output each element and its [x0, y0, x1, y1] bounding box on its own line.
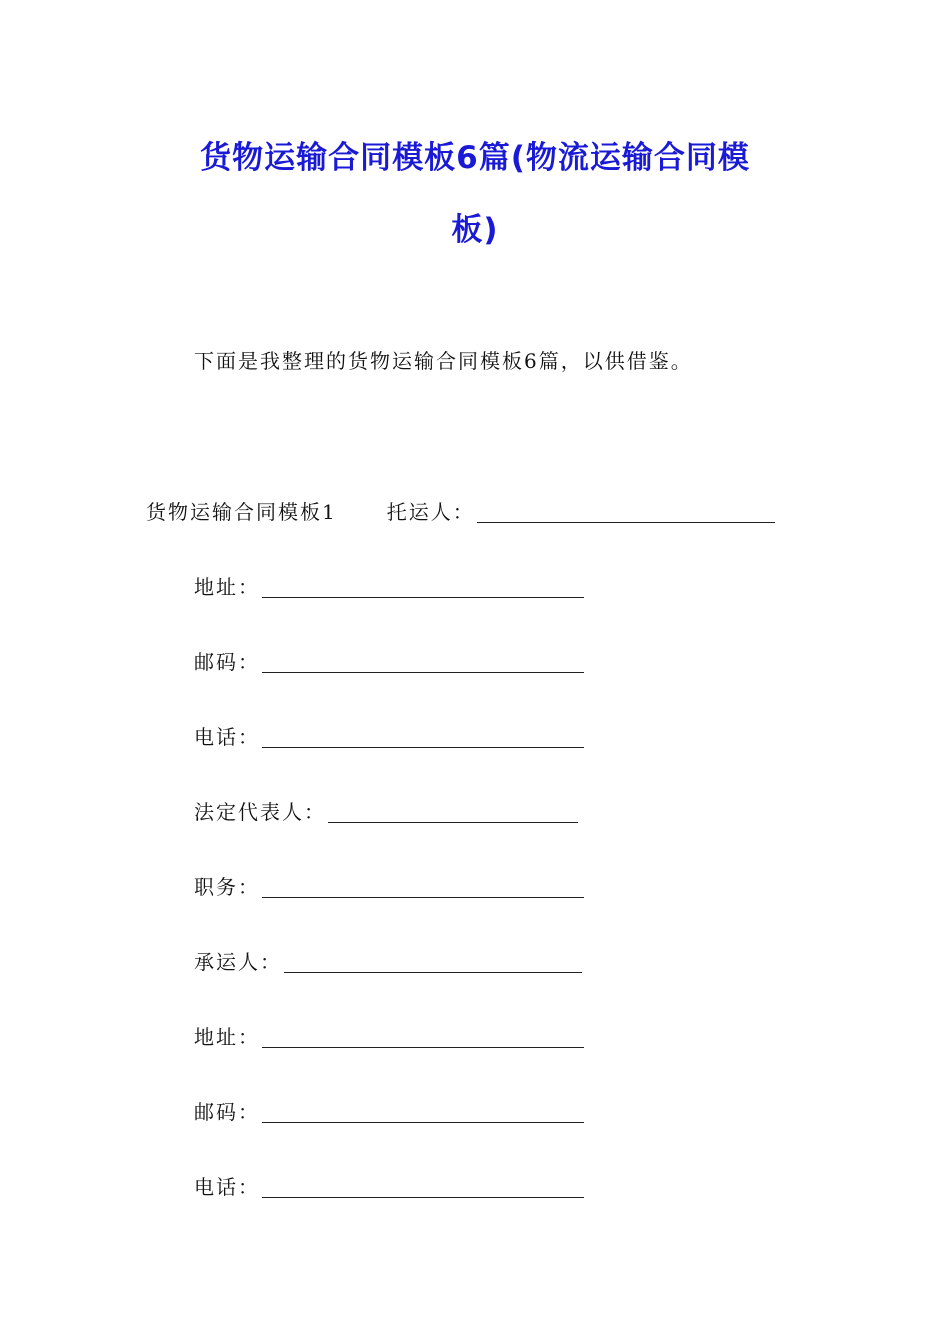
form-field-row [194, 1096, 584, 1125]
intro-paragraph: 下面是我整理的货物运输合同模板6篇，以供借鉴。 [194, 349, 693, 373]
field-label: 地址： [194, 575, 260, 599]
field-blank-line[interactable] [262, 1177, 584, 1198]
field-blank-line[interactable] [328, 802, 578, 823]
document-title-line-2: 板) [451, 212, 499, 248]
shipper-blank-line[interactable] [477, 502, 775, 523]
field-label: 电话： [194, 1175, 260, 1199]
shipper-label: 托运人： [386, 500, 475, 524]
field-blank-line[interactable] [262, 1027, 584, 1048]
field-label: 承运人： [194, 950, 282, 974]
field-label: 邮码： [194, 1100, 260, 1124]
field-blank-line[interactable] [262, 577, 584, 598]
field-label: 邮码： [194, 650, 260, 674]
field-blank-line[interactable] [262, 877, 584, 898]
field-label: 电话： [194, 725, 260, 749]
form-field-row [194, 646, 584, 675]
section-heading-row [146, 496, 775, 525]
field-blank-line[interactable] [262, 727, 584, 748]
form-field-row [194, 1021, 584, 1050]
field-blank-line[interactable] [262, 652, 584, 673]
form-field-row [194, 946, 582, 975]
field-blank-line[interactable] [262, 1102, 584, 1123]
form-field-row [194, 571, 584, 600]
document-title-line-1: 货物运输合同模板6篇(物流运输合同模 [200, 140, 750, 176]
form-field-row [194, 721, 584, 750]
form-field-row [194, 796, 578, 825]
field-label: 地址： [194, 1025, 260, 1049]
field-label: 法定代表人： [194, 800, 326, 824]
form-field-row [194, 871, 584, 900]
field-label: 职务： [194, 875, 260, 899]
form-field-row [194, 1171, 584, 1200]
section-heading: 货物运输合同模板1 [146, 500, 337, 524]
field-blank-line[interactable] [284, 952, 582, 973]
